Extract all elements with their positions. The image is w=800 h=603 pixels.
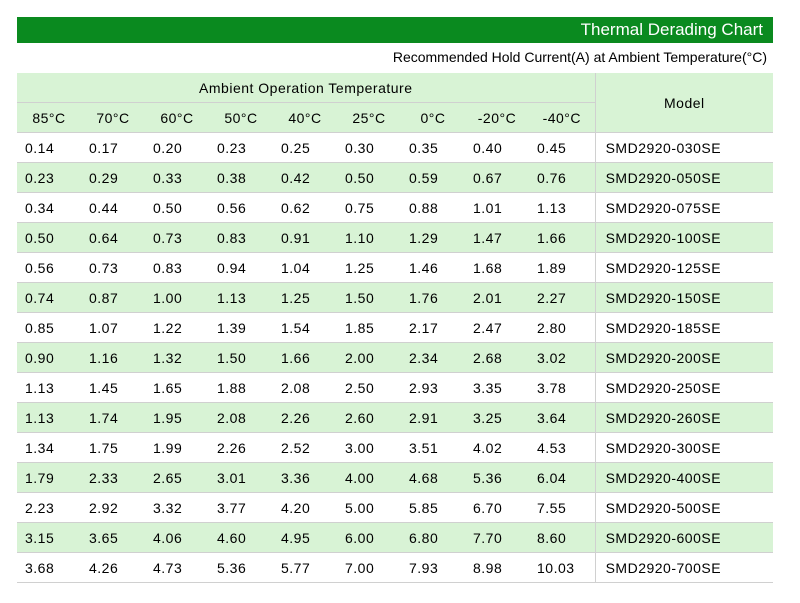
temp-header: 0°C — [401, 103, 465, 133]
temp-header: 25°C — [337, 103, 401, 133]
value-cell: 0.34 — [17, 193, 81, 223]
value-cell: 0.38 — [209, 163, 273, 193]
model-cell: SMD2920-125SE — [595, 253, 773, 283]
value-cell: 3.35 — [465, 373, 529, 403]
table-row — [17, 553, 773, 583]
value-cell: 1.66 — [529, 223, 595, 253]
value-cell: 1.74 — [81, 403, 145, 433]
value-cell: 2.93 — [401, 373, 465, 403]
value-cell: 2.01 — [465, 283, 529, 313]
value-cell: 2.80 — [529, 313, 595, 343]
value-cell: 4.53 — [529, 433, 595, 463]
value-cell: 3.25 — [465, 403, 529, 433]
value-cell: 0.76 — [529, 163, 595, 193]
value-cell: 0.17 — [81, 133, 145, 163]
table-row — [17, 223, 773, 253]
value-cell: 0.20 — [145, 133, 209, 163]
value-cell: 0.29 — [81, 163, 145, 193]
value-cell: 4.20 — [273, 493, 337, 523]
model-cell: SMD2920-500SE — [595, 493, 773, 523]
model-cell: SMD2920-600SE — [595, 523, 773, 553]
value-cell: 0.59 — [401, 163, 465, 193]
chart-subtitle — [17, 45, 773, 69]
value-cell: 8.98 — [465, 553, 529, 583]
value-cell: 5.00 — [337, 493, 401, 523]
temp-header: 85°C — [17, 103, 81, 133]
value-cell: 1.13 — [17, 373, 81, 403]
value-cell: 0.83 — [145, 253, 209, 283]
value-cell: 2.47 — [465, 313, 529, 343]
value-cell: 10.03 — [529, 553, 595, 583]
value-cell: 1.66 — [273, 343, 337, 373]
value-cell: 2.65 — [145, 463, 209, 493]
value-cell: 1.01 — [465, 193, 529, 223]
value-cell: 6.70 — [465, 493, 529, 523]
model-cell: SMD2920-075SE — [595, 193, 773, 223]
value-cell: 7.55 — [529, 493, 595, 523]
header-row-group — [17, 73, 773, 103]
value-cell: 0.56 — [17, 253, 81, 283]
value-cell: 0.85 — [17, 313, 81, 343]
value-cell: 5.36 — [465, 463, 529, 493]
model-cell: SMD2920-300SE — [595, 433, 773, 463]
value-cell: 6.00 — [337, 523, 401, 553]
value-cell: 3.32 — [145, 493, 209, 523]
value-cell: 6.80 — [401, 523, 465, 553]
value-cell: 0.94 — [209, 253, 273, 283]
value-cell: 2.92 — [81, 493, 145, 523]
model-cell: SMD2920-200SE — [595, 343, 773, 373]
value-cell: 4.68 — [401, 463, 465, 493]
value-cell: 1.50 — [209, 343, 273, 373]
value-cell: 1.50 — [337, 283, 401, 313]
value-cell: 2.08 — [209, 403, 273, 433]
value-cell: 1.99 — [145, 433, 209, 463]
value-cell: 1.25 — [337, 253, 401, 283]
table-row — [17, 313, 773, 343]
value-cell: 1.10 — [337, 223, 401, 253]
table-body — [17, 133, 773, 583]
value-cell: 0.87 — [81, 283, 145, 313]
value-cell: 4.60 — [209, 523, 273, 553]
value-cell: 1.54 — [273, 313, 337, 343]
value-cell: 0.30 — [337, 133, 401, 163]
value-cell: 0.50 — [17, 223, 81, 253]
table-row — [17, 193, 773, 223]
value-cell: 1.00 — [145, 283, 209, 313]
value-cell: 3.51 — [401, 433, 465, 463]
value-cell: 0.14 — [17, 133, 81, 163]
value-cell: 4.06 — [145, 523, 209, 553]
value-cell: 1.13 — [529, 193, 595, 223]
value-cell: 2.50 — [337, 373, 401, 403]
value-cell: 0.67 — [465, 163, 529, 193]
value-cell: 2.26 — [209, 433, 273, 463]
value-cell: 1.39 — [209, 313, 273, 343]
value-cell: 1.68 — [465, 253, 529, 283]
table-row — [17, 373, 773, 403]
value-cell: 6.04 — [529, 463, 595, 493]
model-cell: SMD2920-185SE — [595, 313, 773, 343]
value-cell: 0.75 — [337, 193, 401, 223]
value-cell: 0.45 — [529, 133, 595, 163]
value-cell: 0.42 — [273, 163, 337, 193]
value-cell: 1.46 — [401, 253, 465, 283]
temp-header: 40°C — [273, 103, 337, 133]
value-cell: 4.00 — [337, 463, 401, 493]
value-cell: 2.60 — [337, 403, 401, 433]
temp-header: -20°C — [465, 103, 529, 133]
value-cell: 1.79 — [17, 463, 81, 493]
value-cell: 3.02 — [529, 343, 595, 373]
value-cell: 0.23 — [17, 163, 81, 193]
value-cell: 8.60 — [529, 523, 595, 553]
value-cell: 0.40 — [465, 133, 529, 163]
value-cell: 3.01 — [209, 463, 273, 493]
value-cell: 1.34 — [17, 433, 81, 463]
value-cell: 0.88 — [401, 193, 465, 223]
value-cell: 1.13 — [209, 283, 273, 313]
value-cell: 4.26 — [81, 553, 145, 583]
value-cell: 1.13 — [17, 403, 81, 433]
value-cell: 0.33 — [145, 163, 209, 193]
value-cell: 1.76 — [401, 283, 465, 313]
value-cell: 3.36 — [273, 463, 337, 493]
value-cell: 1.85 — [337, 313, 401, 343]
value-cell: 3.64 — [529, 403, 595, 433]
value-cell: 2.26 — [273, 403, 337, 433]
model-cell: SMD2920-150SE — [595, 283, 773, 313]
value-cell: 0.74 — [17, 283, 81, 313]
table-row — [17, 463, 773, 493]
value-cell: 2.91 — [401, 403, 465, 433]
table-row — [17, 253, 773, 283]
table-row — [17, 523, 773, 553]
derating-table — [17, 73, 773, 583]
value-cell: 4.02 — [465, 433, 529, 463]
value-cell: 2.27 — [529, 283, 595, 313]
value-cell: 1.88 — [209, 373, 273, 403]
model-cell: SMD2920-030SE — [595, 133, 773, 163]
value-cell: 0.50 — [337, 163, 401, 193]
value-cell: 3.77 — [209, 493, 273, 523]
value-cell: 0.56 — [209, 193, 273, 223]
value-cell: 2.23 — [17, 493, 81, 523]
temp-header: -40°C — [529, 103, 595, 133]
table-row — [17, 433, 773, 463]
value-cell: 5.77 — [273, 553, 337, 583]
table-row — [17, 493, 773, 523]
value-cell: 1.32 — [145, 343, 209, 373]
value-cell: 3.00 — [337, 433, 401, 463]
value-cell: 5.85 — [401, 493, 465, 523]
value-cell: 1.75 — [81, 433, 145, 463]
temp-header: 70°C — [81, 103, 145, 133]
value-cell: 0.35 — [401, 133, 465, 163]
value-cell: 3.65 — [81, 523, 145, 553]
model-cell: SMD2920-260SE — [595, 403, 773, 433]
value-cell: 1.07 — [81, 313, 145, 343]
chart-title: Thermal Derading Chart — [580, 20, 763, 39]
value-cell: 2.00 — [337, 343, 401, 373]
value-cell: 7.70 — [465, 523, 529, 553]
value-cell: 1.89 — [529, 253, 595, 283]
value-cell: 2.52 — [273, 433, 337, 463]
value-cell: 2.08 — [273, 373, 337, 403]
value-cell: 3.78 — [529, 373, 595, 403]
value-cell: 7.93 — [401, 553, 465, 583]
value-cell: 2.33 — [81, 463, 145, 493]
table-row — [17, 163, 773, 193]
value-cell: 1.47 — [465, 223, 529, 253]
value-cell: 1.65 — [145, 373, 209, 403]
value-cell: 0.64 — [81, 223, 145, 253]
table-row — [17, 403, 773, 433]
value-cell: 2.68 — [465, 343, 529, 373]
value-cell: 1.29 — [401, 223, 465, 253]
value-cell: 0.50 — [145, 193, 209, 223]
value-cell: 2.17 — [401, 313, 465, 343]
value-cell: 1.22 — [145, 313, 209, 343]
model-cell: SMD2920-400SE — [595, 463, 773, 493]
value-cell: 0.73 — [81, 253, 145, 283]
subtitle-text: Recommended Hold Current(A) at Ambient Temperature(°C) — [392, 49, 767, 65]
value-cell: 2.34 — [401, 343, 465, 373]
value-cell: 1.16 — [81, 343, 145, 373]
temp-header: 60°C — [145, 103, 209, 133]
model-cell: SMD2920-050SE — [595, 163, 773, 193]
value-cell: 4.73 — [145, 553, 209, 583]
model-cell: SMD2920-250SE — [595, 373, 773, 403]
model-header: Model — [595, 73, 773, 133]
value-cell: 3.68 — [17, 553, 81, 583]
chart-title-bar — [17, 17, 773, 43]
value-cell: 0.73 — [145, 223, 209, 253]
value-cell: 1.04 — [273, 253, 337, 283]
value-cell: 7.00 — [337, 553, 401, 583]
group-header: Ambient Operation Temperature — [17, 73, 595, 103]
value-cell: 1.45 — [81, 373, 145, 403]
value-cell: 5.36 — [209, 553, 273, 583]
value-cell: 1.95 — [145, 403, 209, 433]
temp-header: 50°C — [209, 103, 273, 133]
value-cell: 3.15 — [17, 523, 81, 553]
model-cell: SMD2920-700SE — [595, 553, 773, 583]
table-row — [17, 343, 773, 373]
model-cell: SMD2920-100SE — [595, 223, 773, 253]
value-cell: 1.25 — [273, 283, 337, 313]
value-cell: 0.44 — [81, 193, 145, 223]
table-row — [17, 133, 773, 163]
value-cell: 0.62 — [273, 193, 337, 223]
value-cell: 4.95 — [273, 523, 337, 553]
value-cell: 0.25 — [273, 133, 337, 163]
table-row — [17, 283, 773, 313]
value-cell: 0.91 — [273, 223, 337, 253]
value-cell: 0.23 — [209, 133, 273, 163]
value-cell: 0.83 — [209, 223, 273, 253]
value-cell: 0.90 — [17, 343, 81, 373]
